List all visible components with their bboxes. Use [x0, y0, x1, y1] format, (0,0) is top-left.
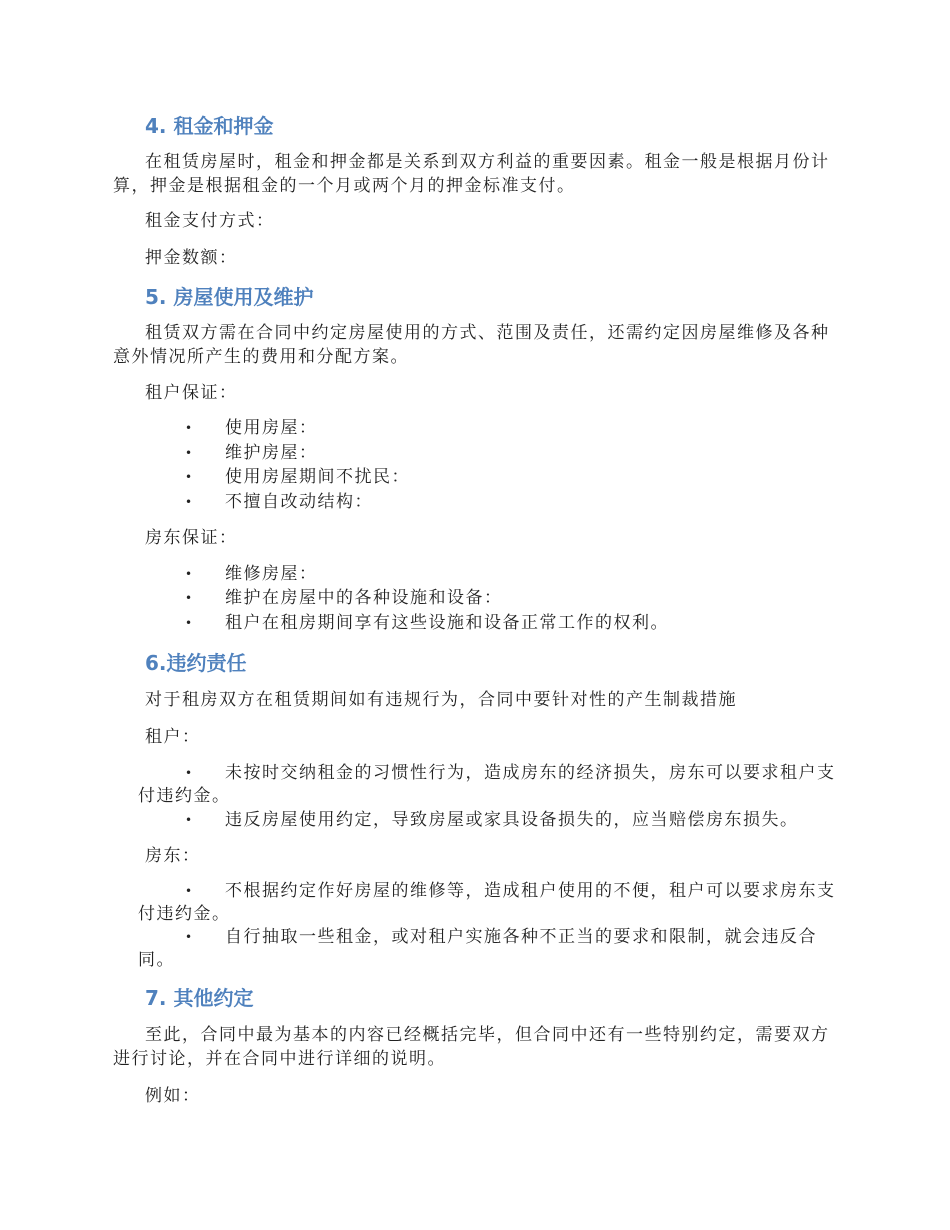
list-item — [138, 563, 838, 586]
list-item — [138, 491, 838, 514]
section-heading-rent-deposit: 4. 租金和押金 — [145, 114, 274, 138]
landlord-label: 房东： — [145, 846, 201, 866]
list-item-text: 不根据约定作好房屋的维修等，造成租户使用的不便，租户可以要求房东支付违约金。 — [138, 881, 836, 924]
bullet-icon: • — [185, 446, 194, 460]
list-item — [138, 466, 838, 489]
list-item — [138, 809, 838, 832]
list-item-text: 未按时交纳租金的习惯性行为，造成房东的经济损失，房东可以要求租户支付违约金。 — [138, 763, 836, 806]
bullet-icon: • — [185, 421, 194, 435]
bullet-icon: • — [185, 930, 194, 944]
paragraph: 在租赁房屋时，租金和押金都是关系到双方利益的重要因素。租金一般是根据月份计算，押金是根据租金的一个月或两个月的押金标准支付。 — [113, 152, 830, 196]
section-heading-other: 7. 其他约定 — [145, 986, 254, 1010]
list-item — [138, 762, 838, 808]
list-item-text: 租户在租房期间享有这些设施和设备正常工作的权利。 — [225, 613, 669, 633]
rent-payment-label: 租金支付方式： — [145, 211, 275, 231]
deposit-amount-label: 押金数额： — [145, 248, 238, 268]
section-heading-breach: 6.违约责任 — [145, 651, 247, 675]
bullet-icon: • — [185, 884, 194, 898]
list-item-text: 使用房屋： — [225, 418, 318, 438]
bullet-icon: • — [185, 813, 194, 827]
list-item — [138, 880, 838, 926]
list-item-text: 自行抽取一些租金，或对租户实施各种不正当的要求和限制，就会违反合同。 — [138, 927, 817, 970]
landlord-guarantee-label: 房东保证： — [145, 528, 238, 548]
list-item — [138, 612, 838, 635]
list-item — [138, 417, 838, 440]
paragraph: 租赁双方需在合同中约定房屋使用的方式、范围及责任，还需约定因房屋维修及各种意外情况所产生的费用和分配方案。 — [113, 323, 830, 367]
tenant-label: 租户： — [145, 727, 201, 747]
bullet-icon: • — [185, 616, 194, 630]
list-item — [138, 587, 838, 610]
section-heading-use-maintenance: 5. 房屋使用及维护 — [145, 285, 314, 309]
paragraph: 至此，合同中最为基本的内容已经概括完毕，但合同中还有一些特别约定，需要双方进行讨论，并在合同中进行详细的说明。 — [113, 1025, 830, 1069]
tenant-guarantee-label: 租户保证： — [145, 383, 238, 403]
list-item-text: 维护在房屋中的各种设施和设备： — [225, 588, 503, 608]
bullet-icon: • — [185, 567, 194, 581]
list-item-text: 不擅自改动结构： — [225, 492, 373, 512]
paragraph: 对于租房双方在租赁期间如有违规行为，合同中要针对性的产生制裁措施 — [145, 690, 737, 710]
bullet-icon: • — [185, 470, 194, 484]
bullet-icon: • — [185, 591, 194, 605]
list-item-text: 违反房屋使用约定，导致房屋或家具设备损失的，应当赔偿房东损失。 — [225, 810, 799, 830]
list-item — [138, 926, 838, 972]
bullet-icon: • — [185, 766, 194, 780]
list-item-text: 维修房屋： — [225, 564, 318, 584]
list-item-text: 维护房屋： — [225, 443, 318, 463]
bullet-icon: • — [185, 495, 194, 509]
list-item-text: 使用房屋期间不扰民： — [225, 467, 410, 487]
list-item — [138, 442, 838, 465]
example-label: 例如： — [145, 1086, 201, 1106]
